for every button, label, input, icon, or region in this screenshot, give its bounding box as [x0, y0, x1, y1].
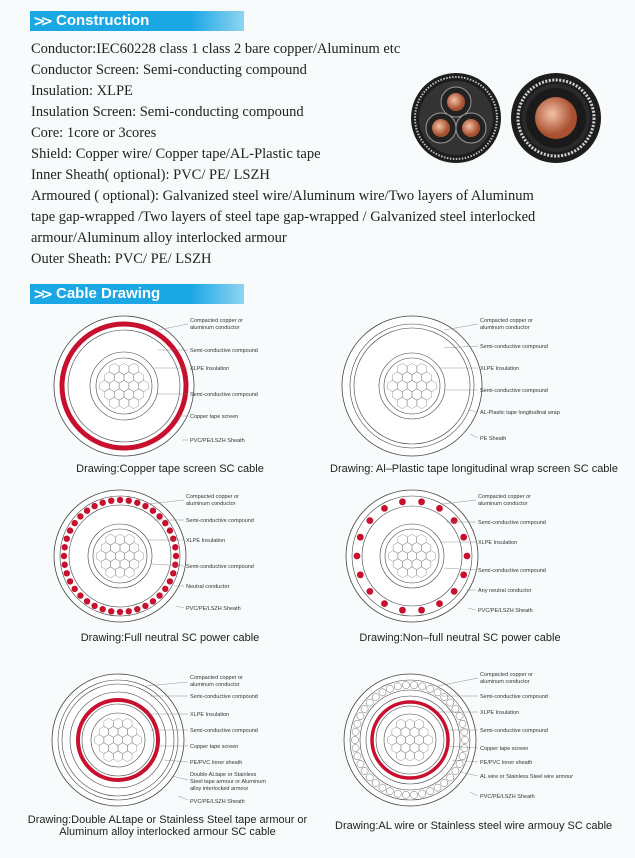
- drawing-wire-armour: [342, 668, 582, 812]
- neutral-wire: [436, 600, 443, 607]
- spec-line: Conductor:IEC60228 class 1 class 2 bare copper/Aluminum etc: [31, 41, 401, 57]
- neutral-wire: [399, 498, 406, 505]
- armour-wire: [354, 753, 361, 760]
- armour-wire: [402, 682, 409, 689]
- cable-drawing-heading-bar: [30, 284, 244, 304]
- neutral-wire: [67, 527, 73, 533]
- label: PVC/PE/LSZH Sheath: [190, 799, 245, 805]
- neutral-wire: [172, 562, 178, 568]
- armour-wire: [352, 745, 359, 752]
- neutral-wire: [126, 608, 132, 614]
- label: XLPE Insulation: [190, 712, 230, 718]
- armour-wire: [452, 705, 459, 712]
- neutral-wire: [126, 497, 132, 503]
- spec-line: Armoured ( optional): Galvanized steel wire/Aluminum wire/Two layers of Aluminum: [31, 188, 534, 204]
- neutral-wire: [172, 544, 178, 550]
- neutral-wire: [71, 586, 77, 592]
- armour-wire: [459, 753, 466, 760]
- caption: Drawing: Al–Plastic tape longitudinal wrap screen SC cable: [330, 463, 618, 475]
- drawing-copper-tape-screen: [50, 312, 290, 460]
- label: AL wire or Stainless Steel wire armour: [480, 774, 574, 780]
- spec-line: armour/Aluminum alloy interlocked armour: [31, 230, 287, 246]
- armour-wire: [447, 699, 454, 706]
- label: AL-Plastic tape longitudinal wrap: [480, 410, 560, 416]
- construction-heading-bar: [30, 11, 244, 31]
- label: Semi-conductive compound: [190, 728, 258, 734]
- label: XLPE Insulation: [190, 366, 230, 372]
- armour-wire: [372, 779, 379, 786]
- drawing-al-plastic-tape: [340, 312, 580, 460]
- label: Semi-conductive compound: [190, 392, 258, 398]
- armour-wire: [372, 693, 379, 700]
- neutral-wire: [117, 497, 123, 503]
- label: Compacted copper or: [186, 494, 239, 500]
- label: Semi-conductive compound: [480, 694, 548, 700]
- armour-wire: [361, 767, 368, 774]
- neutral-wire: [464, 553, 471, 560]
- label: PE/PVC Inner sheath: [480, 760, 533, 766]
- construction-heading: Construction: [56, 12, 150, 29]
- neutral-wire: [418, 607, 425, 614]
- neutral-wire: [162, 586, 168, 592]
- neutral-wire: [134, 606, 140, 612]
- armour-wire: [441, 779, 448, 786]
- label: PVC/PE/LSZH Sheath: [480, 794, 535, 800]
- neutral-wire: [108, 497, 114, 503]
- label: XLPE Insulation: [478, 540, 518, 546]
- cable-drawing-heading: Cable Drawing: [56, 285, 161, 302]
- spec-line: Insulation: XLPE: [31, 83, 133, 99]
- neutral-wire: [354, 553, 361, 560]
- caption: Drawing:AL wire or Stainless steel wire armouy SC cable: [335, 820, 613, 832]
- caption: Drawing:Non–full neutral SC power cable: [359, 632, 561, 644]
- armour-wire: [352, 728, 359, 735]
- label: Compacted copper or: [478, 494, 531, 500]
- caption: Drawing:Double ALtape or Stainless Steel tape armour or: [27, 814, 308, 826]
- armour-wire: [447, 774, 454, 781]
- armour-wire: [411, 791, 418, 798]
- three-core-cable-photo: [410, 72, 502, 164]
- label: aluminum conductor: [190, 682, 240, 688]
- armour-wire: [379, 784, 386, 791]
- label: Double ALtape or Stainless: [190, 772, 257, 778]
- label: aluminum conductor: [480, 679, 530, 685]
- armour-wire: [461, 728, 468, 735]
- drawing-tape-armour: [50, 672, 290, 812]
- label: Semi-conductive compound: [190, 694, 258, 700]
- label: XLPE Insulation: [186, 538, 226, 544]
- armour-wire: [434, 784, 441, 791]
- armour-wire: [419, 790, 426, 797]
- armour-wire: [394, 683, 401, 690]
- neutral-wire: [61, 562, 67, 568]
- label: Steel tape armour or Aluminum: [190, 779, 266, 785]
- label: Copper tape screen: [190, 414, 239, 420]
- neutral-wire: [451, 517, 458, 524]
- neutral-wire: [156, 592, 162, 598]
- armour-wire: [351, 736, 358, 743]
- armour-wire: [354, 720, 361, 727]
- neutral-wire: [117, 609, 123, 615]
- neutral-wire: [170, 570, 176, 576]
- neutral-wire: [77, 592, 83, 598]
- label: PE Sheath: [480, 436, 507, 442]
- label: aluminum conductor: [480, 325, 530, 331]
- label: Semi-conductive compound: [480, 344, 548, 350]
- neutral-wire: [167, 527, 173, 533]
- neutral-wire: [150, 598, 156, 604]
- armour-wire: [419, 683, 426, 690]
- neutral-wire: [77, 513, 83, 519]
- neutral-wire: [71, 520, 77, 526]
- label: alloy interlocked armour: [190, 786, 249, 792]
- neutral-wire: [418, 498, 425, 505]
- neutral-wire: [162, 520, 168, 526]
- armour-wire: [361, 705, 368, 712]
- label: Semi-conductive compound: [186, 564, 254, 570]
- neutral-wire: [91, 503, 97, 509]
- armour-wire: [441, 693, 448, 700]
- neutral-wire: [366, 588, 373, 595]
- neutral-wire: [451, 588, 458, 595]
- neutral-wire: [460, 534, 467, 541]
- armour-wire: [434, 689, 441, 696]
- label: Semi-conductive compound: [480, 388, 548, 394]
- spec-line: Shield: Copper wire/ Copper tape/AL-Plastic tape: [31, 146, 321, 162]
- spec-line: Outer Sheath: PVC/ PE/ LSZH: [31, 251, 212, 267]
- drawing-non-full-neutral: [342, 488, 582, 628]
- label: PE/PVC Inner sheath: [190, 760, 243, 766]
- label: Compacted copper or: [480, 672, 533, 678]
- neutral-wire: [91, 603, 97, 609]
- armour-wire: [426, 788, 433, 795]
- double-chevron-icon: >>: [33, 285, 49, 303]
- label: Copper tape screen: [480, 746, 529, 752]
- neutral-wire: [134, 500, 140, 506]
- label: Semi-conductive compound: [190, 348, 258, 354]
- armour-wire: [459, 720, 466, 727]
- label: aluminum conductor: [190, 325, 240, 331]
- neutral-wire: [150, 507, 156, 513]
- label: XLPE Insulation: [480, 366, 520, 372]
- spec-line: Core: 1core or 3cores: [31, 125, 157, 141]
- neutral-wire: [64, 570, 70, 576]
- armour-wire: [366, 699, 373, 706]
- neutral-wire: [99, 606, 105, 612]
- neutral-wire: [381, 600, 388, 607]
- neutral-wire: [381, 505, 388, 512]
- label: XLPE Insulation: [480, 710, 520, 716]
- neutral-wire: [357, 571, 364, 578]
- label: aluminum conductor: [478, 501, 528, 507]
- single-core-cable-photo: [510, 72, 602, 164]
- neutral-wire: [436, 505, 443, 512]
- neutral-wire: [357, 534, 364, 541]
- label: Compacted copper or: [190, 675, 243, 681]
- label: Semi-conductive compound: [478, 568, 546, 574]
- double-chevron-icon: >>: [33, 12, 49, 30]
- label: Semi-conductive compound: [480, 728, 548, 734]
- caption: Drawing:Copper tape screen SC cable: [76, 463, 264, 475]
- armour-wire: [402, 791, 409, 798]
- armour-wire: [357, 713, 364, 720]
- neutral-wire: [167, 578, 173, 584]
- neutral-wire: [170, 535, 176, 541]
- armour-wire: [386, 685, 393, 692]
- label: PVC/PE/LSZH Sheath: [186, 606, 241, 612]
- caption-line2: Aluminum alloy interlocked armour SC cable: [59, 826, 276, 838]
- label: Any neutral conductor: [478, 588, 532, 594]
- label: Semi-conductive compound: [478, 520, 546, 526]
- neutral-wire: [99, 500, 105, 506]
- armour-wire: [452, 767, 459, 774]
- neutral-wire: [142, 603, 148, 609]
- label: aluminum conductor: [186, 501, 236, 507]
- spec-line: Conductor Screen: Semi-conducting compound: [31, 62, 307, 78]
- neutral-wire: [108, 608, 114, 614]
- label: Copper tape screen: [190, 744, 239, 750]
- label: Semi-conductive compound: [186, 518, 254, 524]
- armour-wire: [366, 774, 373, 781]
- spec-line: tape gap-wrapped /Two layers of steel tape gap-wrapped / Galvanized steel interlocked: [31, 209, 536, 225]
- armour-wire: [461, 745, 468, 752]
- armour-wire: [394, 790, 401, 797]
- label: Neutral conductor: [186, 584, 230, 590]
- neutral-wire: [61, 544, 67, 550]
- neutral-wire: [156, 513, 162, 519]
- neutral-wire: [84, 598, 90, 604]
- armour-wire: [456, 760, 463, 767]
- spec-line: Inner Sheath( optional): PVC/ PE/ LSZH: [31, 167, 270, 183]
- label: Compacted copper or: [190, 318, 243, 324]
- label: Compacted copper or: [480, 318, 533, 324]
- neutral-wire: [64, 535, 70, 541]
- neutral-wire: [84, 507, 90, 513]
- armour-wire: [426, 685, 433, 692]
- caption: Drawing:Full neutral SC power cable: [80, 632, 260, 644]
- neutral-wire: [61, 553, 67, 559]
- armour-wire: [357, 760, 364, 767]
- drawing-full-neutral: [50, 488, 290, 628]
- neutral-wire: [173, 553, 179, 559]
- neutral-wire: [366, 517, 373, 524]
- neutral-wire: [142, 503, 148, 509]
- label: PVC/PE/LSZH Sheath: [190, 438, 245, 444]
- label: PVC/PE/LSZH Sheath: [478, 608, 533, 614]
- spec-line: Insulation Screen: Semi-conducting compound: [31, 104, 304, 120]
- neutral-wire: [67, 578, 73, 584]
- armour-wire: [411, 682, 418, 689]
- armour-wire: [386, 788, 393, 795]
- armour-wire: [379, 689, 386, 696]
- armour-wire: [461, 736, 468, 743]
- armour-wire: [456, 713, 463, 720]
- neutral-wire: [460, 571, 467, 578]
- neutral-wire: [399, 607, 406, 614]
